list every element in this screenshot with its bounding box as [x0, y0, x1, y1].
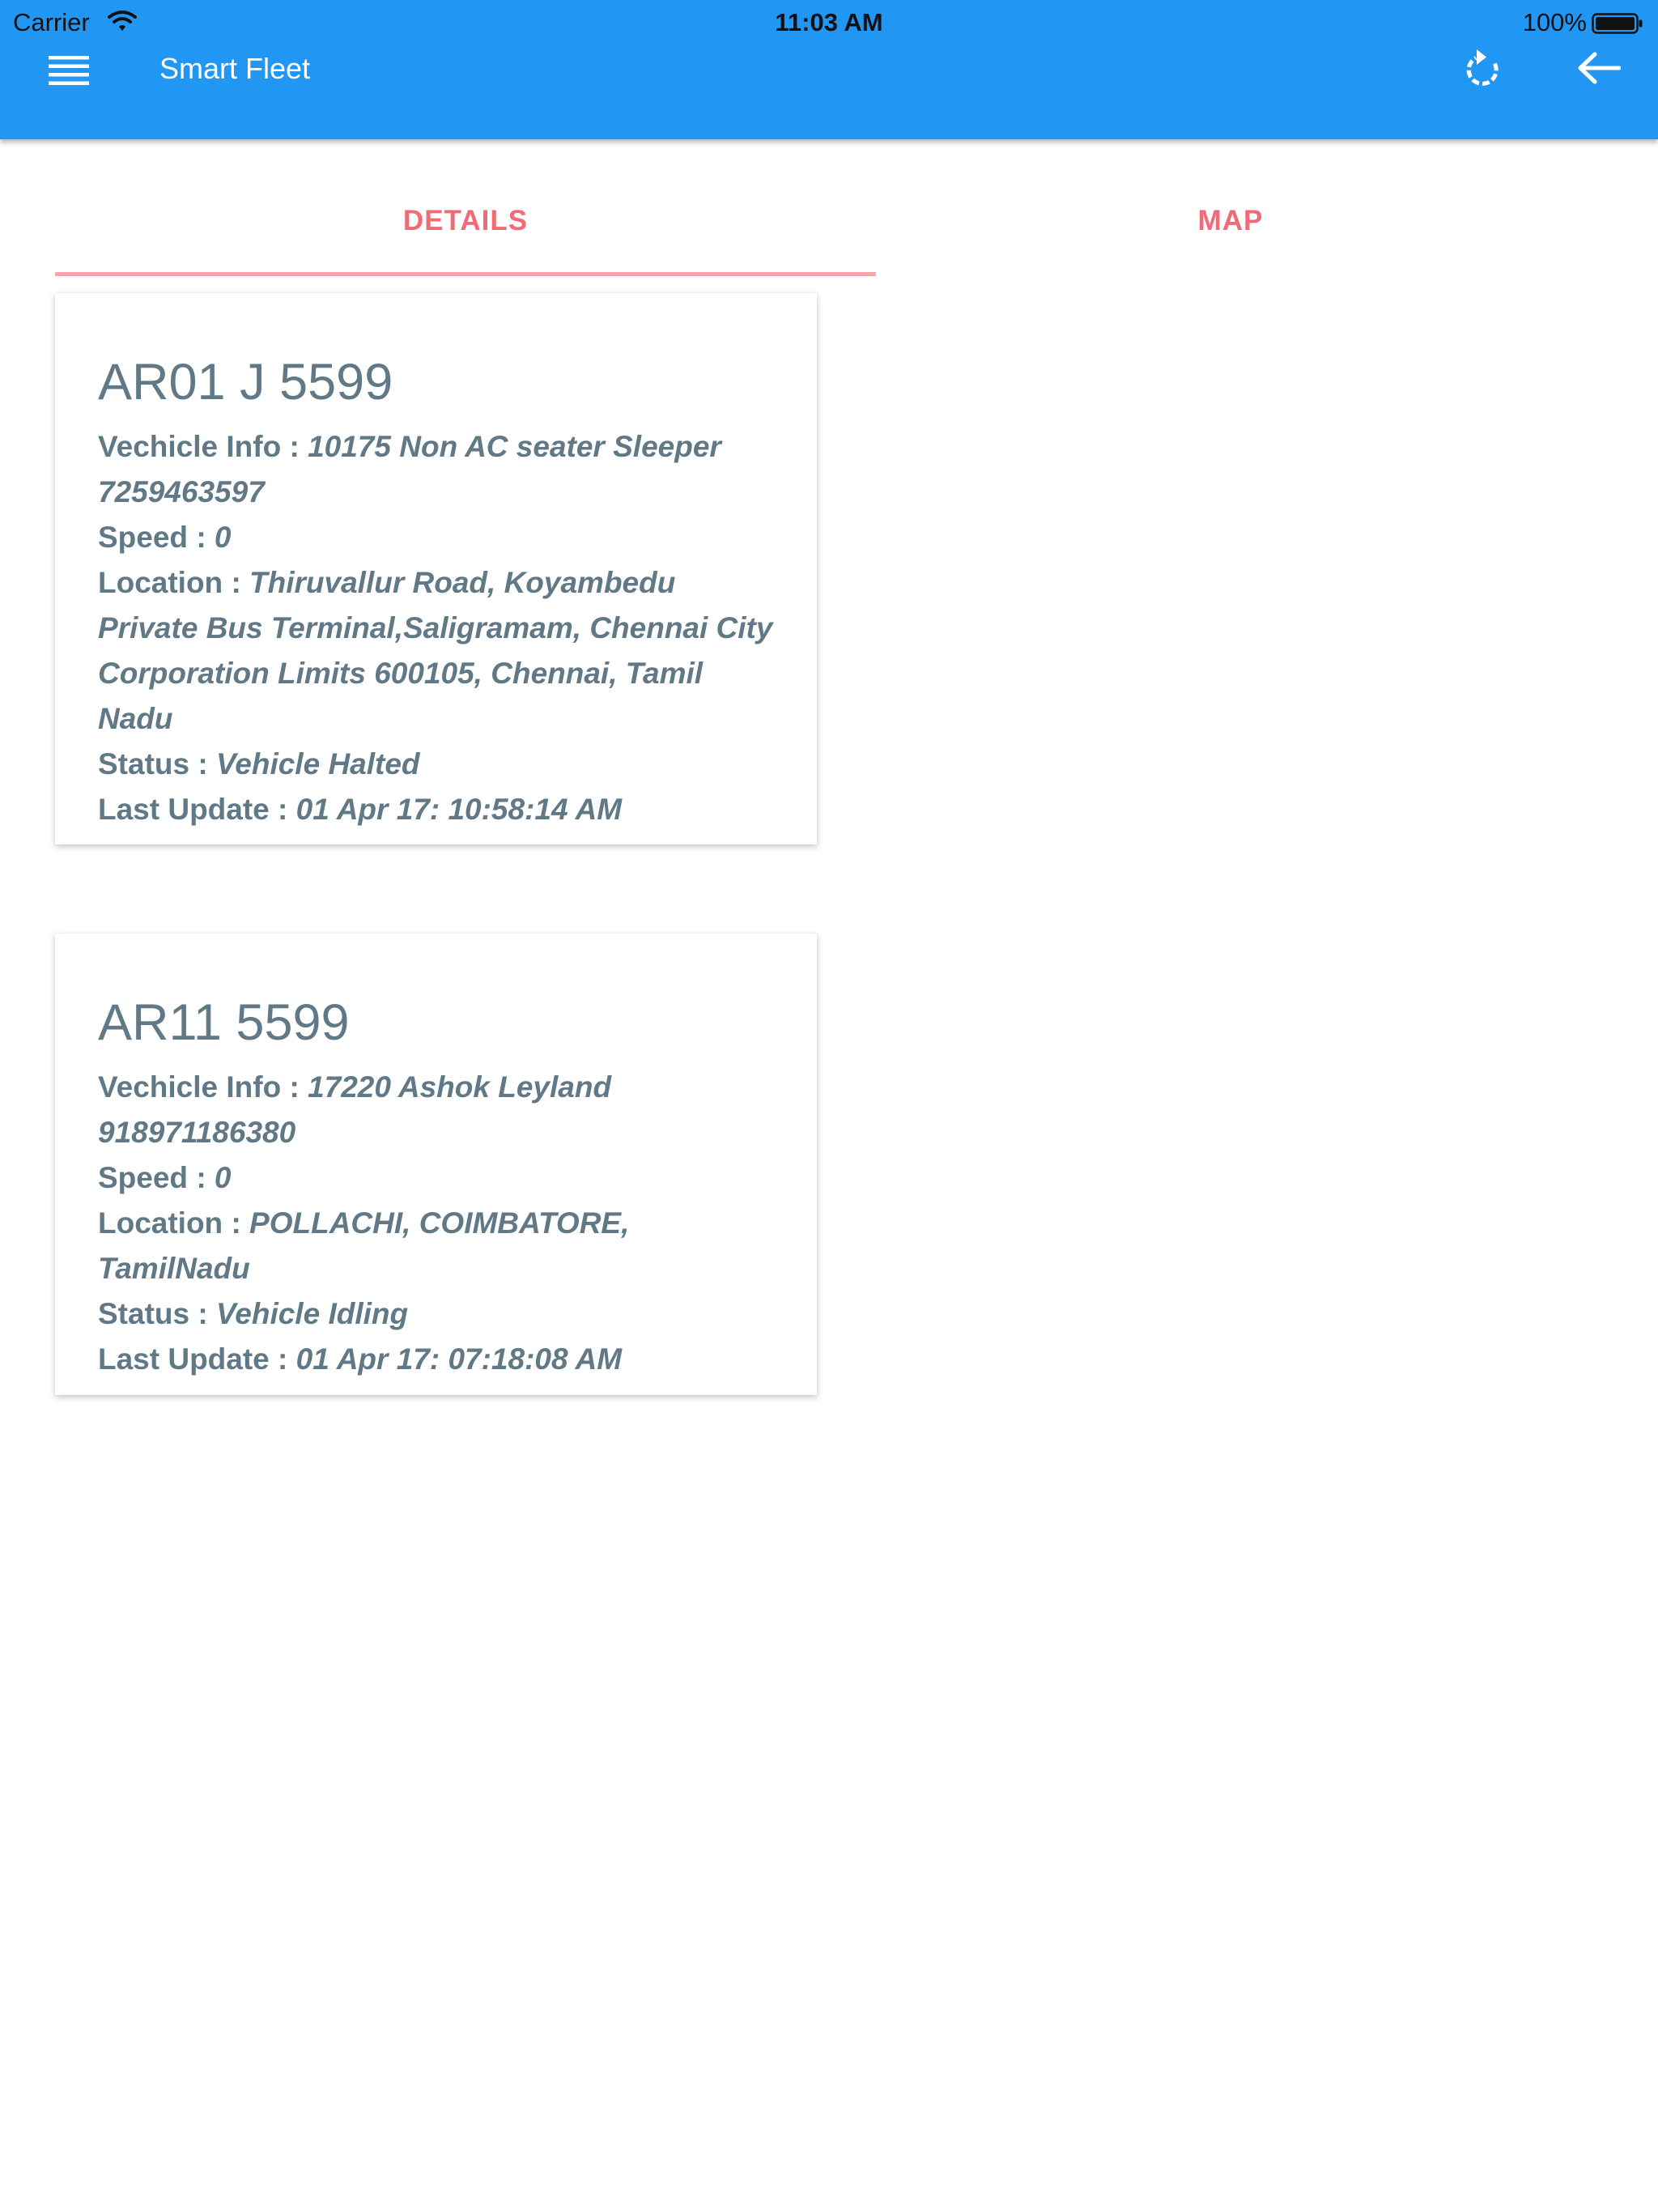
speed-row	[98, 515, 775, 560]
last-update-value: 01 Apr 17: 07:18:08 AM	[295, 1342, 623, 1376]
vehicle-info-value: 17220 Ashok Leyland 918971186380	[98, 1070, 612, 1149]
vehicle-card[interactable]	[55, 293, 817, 844]
arrow-left-icon[interactable]	[1577, 52, 1621, 84]
last-update-row	[98, 1337, 775, 1382]
vehicle-info-label: Vechicle Info :	[98, 1070, 308, 1104]
status-value: Vehicle Halted	[215, 747, 420, 781]
app-bar	[0, 0, 1658, 139]
status-label: Status :	[98, 1297, 216, 1330]
location-label: Location :	[98, 566, 250, 599]
location-value: POLLACHI, COIMBATORE, TamilNadu	[98, 1206, 630, 1285]
speed-value: 0	[214, 521, 232, 554]
vehicle-info-row	[98, 1065, 775, 1155]
status-row	[98, 742, 775, 787]
last-update-label: Last Update :	[98, 1342, 296, 1376]
last-update-row	[98, 787, 775, 832]
status-row	[98, 1291, 775, 1337]
vehicle-info-value: 10175 Non AC seater Sleeper 7259463597	[98, 430, 721, 508]
location-row	[98, 1201, 775, 1291]
status-label: Status :	[98, 747, 216, 781]
speed-row	[98, 1155, 775, 1201]
tab-details[interactable]: DETAILS	[402, 205, 529, 236]
speed-label: Speed :	[98, 521, 215, 554]
last-update-label: Last Update :	[98, 793, 296, 826]
app-title: Smart Fleet	[159, 52, 311, 85]
battery-percentage: 100%	[1522, 8, 1587, 36]
battery-icon	[1592, 13, 1643, 34]
vehicle-info-row	[98, 424, 775, 515]
status-time: 11:03 AM	[775, 8, 883, 36]
tab-map[interactable]: MAP	[1197, 205, 1264, 236]
status-bar	[0, 0, 1658, 45]
speed-value: 0	[214, 1161, 232, 1194]
location-label: Location :	[98, 1206, 250, 1240]
refresh-icon[interactable]	[1462, 47, 1503, 89]
menu-icon[interactable]	[49, 55, 89, 86]
active-tab-indicator	[55, 272, 876, 276]
location-value: Thiruvallur Road, Koyambedu Private Bus Terminal,Saligramam, Chennai City Corporation Limits 600105, Chennai, Tamil Nadu	[98, 566, 773, 735]
vehicle-registration: AR11 5599	[98, 994, 350, 1051]
vehicle-info-label: Vechicle Info :	[98, 430, 308, 463]
vehicle-registration: AR01 J 5599	[98, 354, 393, 410]
vehicle-card[interactable]	[55, 934, 817, 1395]
location-row	[98, 560, 775, 742]
speed-label: Speed :	[98, 1161, 215, 1194]
last-update-value: 01 Apr 17: 10:58:14 AM	[295, 793, 623, 826]
status-value: Vehicle Idling	[215, 1297, 409, 1330]
carrier-label: Carrier	[13, 8, 90, 36]
